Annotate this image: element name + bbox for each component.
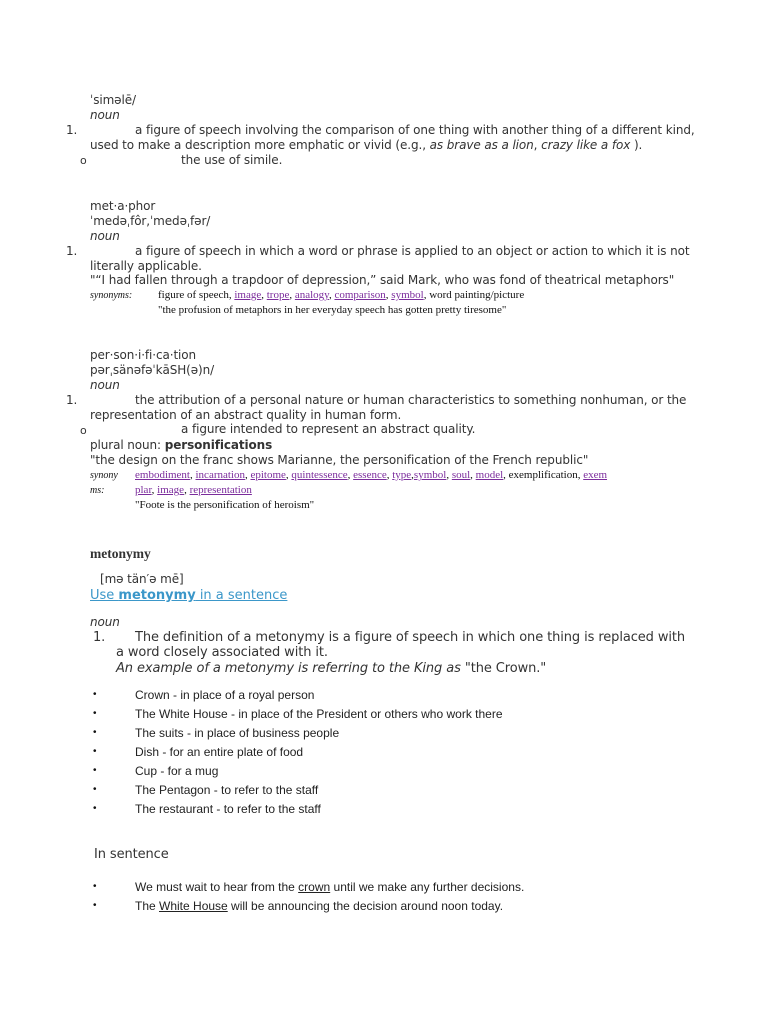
synonym-link-type[interactable]: type [392,469,412,481]
list-item: The Pentagon - to refer to the staff [135,783,319,797]
synonym-link-soul[interactable]: soul [451,469,471,481]
simile-def-text: used to make a description more emphatic or vivid (e.g., [90,138,430,152]
metaphor-pronunciation: ˈmedəˌfôr,ˈmedəˌfər/ [90,214,211,228]
synonym-text: exemplification, [508,469,581,481]
personification-synonyms-label-2: ms: [90,485,105,496]
list-item: Crown - in place of a royal person [135,688,315,702]
simile-def-line1: a figure of speech involving the comparison of one thing with another thing of a different kind, [135,123,695,137]
sentence-text: The [135,899,160,913]
bullet-icon: • [93,765,97,776]
sentence-item [135,899,503,913]
personification-synonyms-line1: embodiment, incarnation, epitome, quintessence, essence, type,symbol, soul, model, exemplification, exem [135,469,608,481]
list-item: The White House - in place of the President or others who work there [135,707,503,721]
sentence-keyword: crown [298,880,331,894]
simile-example-2: crazy like a fox [541,138,631,152]
plural-value: personifications [164,438,273,452]
use-link-post: in a sentence [195,588,288,603]
synonym-link-trope[interactable]: trope [266,289,290,301]
metonymy-example-quote: "the Crown." [464,661,547,676]
list-item: The restaurant - to refer to the staff [135,802,321,816]
synonym-text: figure of speech, [158,289,232,301]
metonymy-def-number: 1. [93,630,106,645]
plural-label: plural noun: [90,438,165,452]
in-sentence-heading: In sentence [94,847,169,862]
use-link-bold: metonymy [118,588,196,603]
sentence-text: will be announcing the decision around noon today. [227,899,504,913]
sentence-text: We must wait to hear from the [135,880,299,894]
bullet-icon: • [93,784,97,795]
metonymy-def-line1: The definition of a metonymy is a figure of speech in which one thing is replaced with [135,630,686,645]
simile-def-end: ). [630,138,643,152]
bullet-icon: • [93,900,97,911]
personification-example: "the design on the franc shows Marianne, the personification of the French republic" [90,453,589,467]
list-item: Dish - for an entire plate of food [135,745,304,759]
synonym-link-model[interactable]: model [475,469,504,481]
synonym-link-exemplar-part2[interactable]: plar [135,484,152,496]
synonym-link-embodiment[interactable]: embodiment [135,469,190,481]
metaphor-synonym-example: "the profusion of metaphors in her everyday speech has gotten pretty tiresome" [158,304,507,316]
simile-example-sep: , [533,138,542,152]
synonym-link-symbol[interactable]: symbol [391,289,424,301]
synonym-link-image[interactable]: image [157,484,185,496]
simile-def-line2 [90,138,642,152]
bullet-icon: • [93,727,97,738]
simile-sub-def: the use of simile. [181,153,283,167]
sentence-item [135,880,524,894]
metaphor-def-number: 1. [66,244,78,258]
simile-def-number: 1. [66,123,78,137]
synonym-link-symbol[interactable]: symbol [413,469,447,481]
simile-pos: noun [90,108,120,122]
metonymy-example-text: An example of a metonymy is referring to the King as [116,661,465,676]
synonym-link-essence[interactable]: essence [353,469,387,481]
metonymy-def-line2: a word closely associated with it. [116,645,328,660]
metaphor-example: "“I had fallen through a trapdoor of depression,” said Mark, who was fond of theatrical metaphors" [90,273,675,287]
personification-def-line1: the attribution of a personal nature or human characteristics to something nonhuman, or the [135,393,687,407]
metonymy-example [116,661,546,676]
metaphor-synonyms: figure of speech, image, trope, analogy, comparison, symbol, word painting/picture [158,289,525,301]
synonym-link-comparison[interactable]: comparison [334,289,386,301]
personification-synonym-example: "Foote is the personification of heroism" [135,499,315,511]
metaphor-pos: noun [90,229,120,243]
synonym-link-incarnation[interactable]: incarnation [195,469,245,481]
metonymy-pronunciation: [mə tän′ə mē] [100,572,184,586]
use-link-pre: Use [90,588,119,603]
synonym-link-image[interactable]: image [234,289,262,301]
synonym-link-epitome[interactable]: epitome [250,469,286,481]
synonym-link-quintessence[interactable]: quintessence [291,469,348,481]
sentence-keyword: White House [159,899,228,913]
synonym-link-representation[interactable]: representation [189,484,252,496]
synonym-link-exemplar-part1[interactable]: exem [583,469,608,481]
bullet-icon: • [93,803,97,814]
personification-def-number: 1. [66,393,78,407]
metaphor-syllables: met·a·phor [90,199,156,213]
personification-synonyms-label-1: synony [90,470,118,481]
personification-plural [90,438,272,452]
bullet-icon: • [93,881,97,892]
bullet-icon: • [93,689,97,700]
metaphor-def-line2: literally applicable. [90,259,202,273]
list-item: Cup - for a mug [135,764,219,778]
bullet-icon: • [93,708,97,719]
personification-def-line2: representation of an abstract quality in human form. [90,408,402,422]
metaphor-synonyms-label: synonyms: [90,290,133,301]
personification-syllables: per·son·i·fi·ca·tion [90,348,197,362]
sentence-text: until we make any further decisions. [330,880,525,894]
personification-sub-bullet: o [80,424,87,437]
personification-synonyms-line2: plar, image, representation [135,484,252,496]
bullet-icon: • [93,746,97,757]
personification-pronunciation: pərˌsänəfəˈkāSH(ə)n/ [90,363,215,377]
simile-pronunciation: ˈsiməlē/ [90,93,136,107]
simile-example-1: as brave as a lion [429,138,534,152]
synonym-text: word painting/picture [429,289,525,301]
synonym-link-analogy[interactable]: analogy [294,289,329,301]
metaphor-def-line1: a figure of speech in which a word or phrase is applied to an object or action to which it is not [135,244,690,258]
metonymy-heading: metonymy [90,546,151,561]
use-in-sentence-link[interactable] [90,588,287,603]
list-item: The suits - in place of business people [135,726,340,740]
simile-sub-bullet: o [80,154,87,167]
personification-sub-def: a figure intended to represent an abstract quality. [181,422,476,436]
personification-pos: noun [90,378,120,392]
metonymy-pos: noun [90,615,120,629]
